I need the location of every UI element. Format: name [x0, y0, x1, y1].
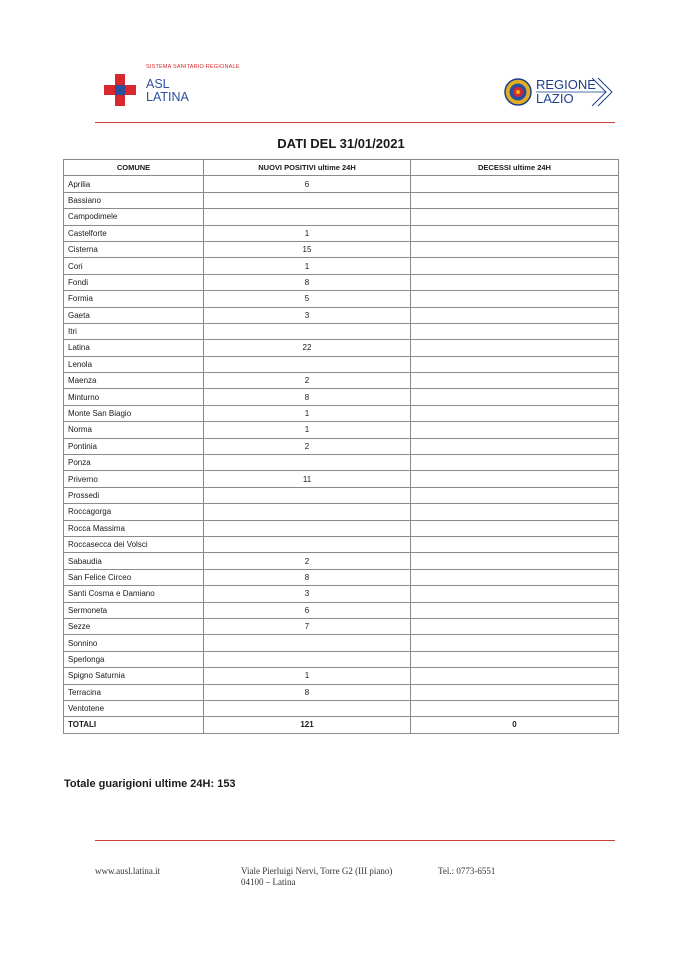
- header-comune: COMUNE: [64, 160, 204, 176]
- positivi-cell: [204, 192, 411, 208]
- positivi-cell: [204, 487, 411, 503]
- table-row: [64, 684, 619, 700]
- table-row: [64, 668, 619, 684]
- comune-cell: Santi Cosma e Damiano: [64, 586, 204, 602]
- comune-cell: Roccasecca dei Volsci: [64, 536, 204, 552]
- comune-cell: Bassiano: [64, 192, 204, 208]
- table-row: [64, 422, 619, 438]
- decessi-cell: [411, 504, 619, 520]
- regione-lazio-logo: [504, 76, 624, 110]
- decessi-cell: [411, 176, 619, 192]
- table-row: [64, 635, 619, 651]
- totals-decessi: 0: [411, 717, 619, 733]
- decessi-cell: [411, 389, 619, 405]
- decessi-cell: [411, 668, 619, 684]
- positivi-cell: 6: [204, 602, 411, 618]
- decessi-cell: [411, 684, 619, 700]
- comune-cell: Roccagorga: [64, 504, 204, 520]
- comune-cell: Priverno: [64, 471, 204, 487]
- positivi-cell: 2: [204, 373, 411, 389]
- table-row: [64, 209, 619, 225]
- table-row: [64, 471, 619, 487]
- positivi-cell: 8: [204, 274, 411, 290]
- footer-website[interactable]: www.ausl.latina.it: [95, 866, 161, 876]
- table-row: [64, 569, 619, 585]
- comune-cell: Maenza: [64, 373, 204, 389]
- positivi-cell: 1: [204, 668, 411, 684]
- table-row: [64, 455, 619, 471]
- table-row: [64, 291, 619, 307]
- totals-row: [64, 717, 619, 733]
- decessi-cell: [411, 618, 619, 634]
- table-row: [64, 389, 619, 405]
- positivi-cell: [204, 455, 411, 471]
- decessi-cell: [411, 373, 619, 389]
- page-title: DATI DEL 31/01/2021: [277, 136, 405, 151]
- table-row: [64, 438, 619, 454]
- positivi-cell: [204, 536, 411, 552]
- comune-cell: Ventotene: [64, 700, 204, 716]
- table-row: [64, 241, 619, 257]
- positivi-cell: [204, 635, 411, 651]
- footer-divider: [95, 840, 615, 841]
- positivi-cell: 8: [204, 389, 411, 405]
- data-table: [63, 159, 619, 734]
- header-decessi: DECESSI ultime 24H: [411, 160, 619, 176]
- positivi-cell: 1: [204, 258, 411, 274]
- decessi-cell: [411, 323, 619, 339]
- table-row: [64, 618, 619, 634]
- decessi-cell: [411, 602, 619, 618]
- comune-cell: Fondi: [64, 274, 204, 290]
- comune-cell: Cori: [64, 258, 204, 274]
- decessi-cell: [411, 225, 619, 241]
- decessi-cell: [411, 471, 619, 487]
- totals-label: TOTALI: [64, 717, 204, 733]
- comune-cell: Campodimele: [64, 209, 204, 225]
- comune-cell: Sonnino: [64, 635, 204, 651]
- comune-cell: Prossedi: [64, 487, 204, 503]
- positivi-cell: 11: [204, 471, 411, 487]
- table-row: [64, 192, 619, 208]
- table-row: [64, 340, 619, 356]
- table-row: [64, 586, 619, 602]
- positivi-cell: 6: [204, 176, 411, 192]
- table-row: [64, 700, 619, 716]
- decessi-cell: [411, 274, 619, 290]
- positivi-cell: 5: [204, 291, 411, 307]
- asl-name: ASL LATINA: [146, 77, 189, 104]
- positivi-cell: [204, 651, 411, 667]
- decessi-cell: [411, 192, 619, 208]
- comune-cell: Norma: [64, 422, 204, 438]
- positivi-cell: 7: [204, 618, 411, 634]
- decessi-cell: [411, 520, 619, 536]
- positivi-cell: 3: [204, 586, 411, 602]
- asl-latina-logo: [104, 64, 304, 114]
- table-row: [64, 536, 619, 552]
- positivi-cell: 22: [204, 340, 411, 356]
- comune-cell: Sabaudia: [64, 553, 204, 569]
- comune-cell: Monte San Biagio: [64, 405, 204, 421]
- table-row: [64, 225, 619, 241]
- decessi-cell: [411, 487, 619, 503]
- decessi-cell: [411, 241, 619, 257]
- positivi-cell: [204, 700, 411, 716]
- table-row: [64, 602, 619, 618]
- positivi-cell: [204, 209, 411, 225]
- decessi-cell: [411, 455, 619, 471]
- positivi-cell: 8: [204, 569, 411, 585]
- positivi-cell: 1: [204, 422, 411, 438]
- comune-cell: Castelforte: [64, 225, 204, 241]
- comune-cell: Gaeta: [64, 307, 204, 323]
- comune-cell: San Felice Circeo: [64, 569, 204, 585]
- totals-positivi: 121: [204, 717, 411, 733]
- table-row: [64, 323, 619, 339]
- decessi-cell: [411, 635, 619, 651]
- positivi-cell: 2: [204, 553, 411, 569]
- decessi-cell: [411, 291, 619, 307]
- positivi-cell: 8: [204, 684, 411, 700]
- header-positivi: NUOVI POSITIVI ultime 24H: [204, 160, 411, 176]
- comune-cell: Latina: [64, 340, 204, 356]
- recovered-total: Totale guarigioni ultime 24H: 153: [64, 778, 236, 790]
- decessi-cell: [411, 553, 619, 569]
- comune-cell: Aprilia: [64, 176, 204, 192]
- positivi-cell: [204, 323, 411, 339]
- header-divider: [95, 122, 615, 123]
- decessi-cell: [411, 405, 619, 421]
- decessi-cell: [411, 356, 619, 372]
- decessi-cell: [411, 209, 619, 225]
- decessi-cell: [411, 586, 619, 602]
- positivi-cell: 2: [204, 438, 411, 454]
- comune-cell: Pontinia: [64, 438, 204, 454]
- comune-cell: Ponza: [64, 455, 204, 471]
- positivi-cell: [204, 504, 411, 520]
- decessi-cell: [411, 700, 619, 716]
- comune-cell: Terracina: [64, 684, 204, 700]
- positivi-cell: [204, 520, 411, 536]
- comune-cell: Formia: [64, 291, 204, 307]
- positivi-cell: 1: [204, 405, 411, 421]
- comune-cell: Spigno Saturnia: [64, 668, 204, 684]
- table-header-row: [64, 160, 619, 176]
- comune-cell: Rocca Massima: [64, 520, 204, 536]
- comune-cell: Sezze: [64, 618, 204, 634]
- lazio-emblem-icon: [504, 78, 532, 106]
- table-row: [64, 356, 619, 372]
- table-row: [64, 258, 619, 274]
- table-row: [64, 274, 619, 290]
- table-row: [64, 373, 619, 389]
- positivi-cell: 1: [204, 225, 411, 241]
- table-row: [64, 307, 619, 323]
- table-row: [64, 553, 619, 569]
- decessi-cell: [411, 438, 619, 454]
- decessi-cell: [411, 651, 619, 667]
- red-cross-icon: [104, 74, 136, 106]
- comune-cell: Lenola: [64, 356, 204, 372]
- comune-cell: Minturno: [64, 389, 204, 405]
- table-row: [64, 405, 619, 421]
- asl-system-label: SISTEMA SANITARIO REGIONALE: [146, 64, 240, 70]
- table-row: [64, 176, 619, 192]
- table-row: [64, 504, 619, 520]
- comune-cell: Cisterna: [64, 241, 204, 257]
- decessi-cell: [411, 536, 619, 552]
- regione-lazio-name: REGIONE LAZIO: [536, 77, 596, 106]
- footer-phone: Tel.: 0773-6551: [438, 866, 496, 876]
- decessi-cell: [411, 258, 619, 274]
- decessi-cell: [411, 340, 619, 356]
- table-row: [64, 487, 619, 503]
- positivi-cell: [204, 356, 411, 372]
- positivi-cell: 3: [204, 307, 411, 323]
- positivi-cell: 15: [204, 241, 411, 257]
- table-row: [64, 651, 619, 667]
- decessi-cell: [411, 569, 619, 585]
- decessi-cell: [411, 307, 619, 323]
- comune-cell: Itri: [64, 323, 204, 339]
- decessi-cell: [411, 422, 619, 438]
- footer-address: Viale Pierluigi Nervi, Torre G2 (III piano) 04100 – Latina: [241, 866, 393, 887]
- table-row: [64, 520, 619, 536]
- table-body: [64, 176, 619, 717]
- comune-cell: Sperlonga: [64, 651, 204, 667]
- comune-cell: Sermoneta: [64, 602, 204, 618]
